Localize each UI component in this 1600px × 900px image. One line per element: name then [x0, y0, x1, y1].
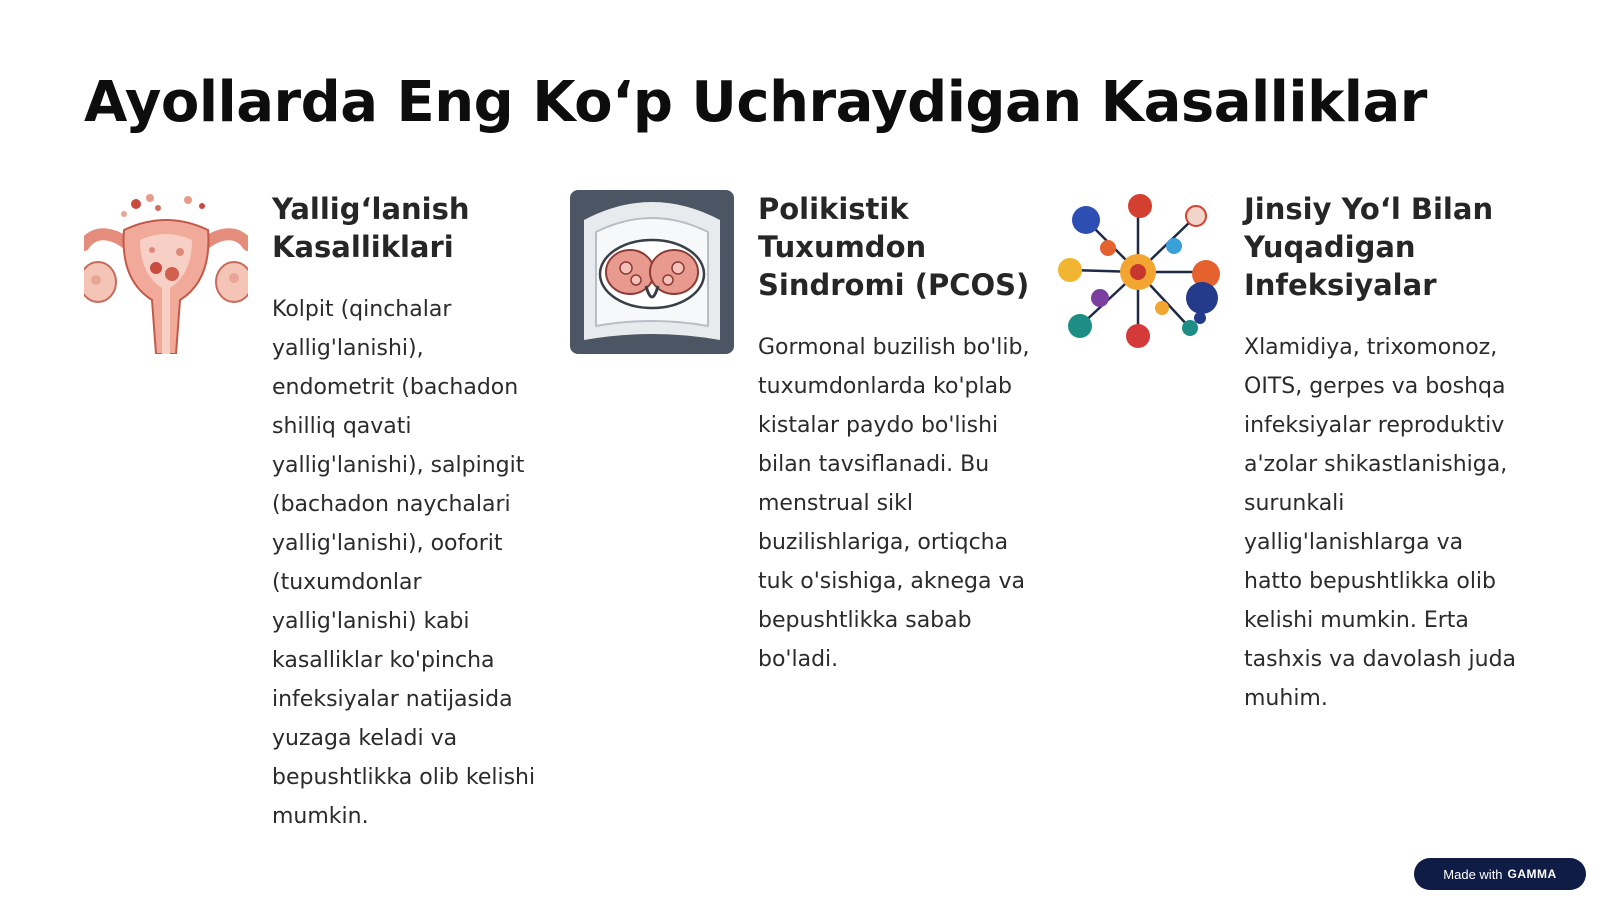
disease-card-pcos: [570, 190, 1040, 830]
infection-microbes-icon: [1056, 190, 1220, 354]
disease-card-sti: [1056, 190, 1526, 830]
made-with-gamma-badge[interactable]: [1414, 858, 1586, 890]
card-heading: Polikistik Tuxumdon Sindromi (PCOS): [758, 192, 1030, 302]
card-heading: Jinsiy Yo‘l Bilan Yuqadigan Infeksiyalar: [1244, 192, 1494, 302]
uterus-inflammation-icon: [84, 190, 248, 354]
card-heading: Yallig‘lanish Kasalliklari: [272, 192, 470, 264]
gamma-logo-text: GAMMA: [1507, 867, 1557, 881]
slide-title: Ayollarda Eng Ko‘p Uchraydigan Kasalliklar: [84, 70, 1427, 135]
disease-card-inflammatory: [84, 190, 554, 830]
card-body: Gormonal buzilish bo'lib, tuxumdonlarda ko'plab kistalar paydo bo'lishi bilan tavsiflanadi. Bu menstrual sikl buzilishlariga, ortiqcha tuk o'sishiga, aknega va bepushtlikka sabab bo'ladi.: [758, 335, 1030, 672]
badge-prefix: Made with: [1443, 866, 1503, 882]
ovary-ultrasound-icon: [570, 190, 734, 354]
card-body: Kolpit (qinchalar yallig'lanishi), endometrit (bachadon shilliq qavati yallig'lanishi), salpingit (bachadon naychalari yallig'lanishi), ooforit (tuxumdonlar yallig'lanishi) kabi kasalliklar ko'pincha infeksiyalar natijasida yuzaga keladi va bepushtlikka olib kelishi mumkin.: [272, 297, 536, 829]
card-body: Xlamidiya, trixomonoz, OITS, gerpes va boshqa infeksiyalar reproduktiv a'zolar shikastlanishiga, surunkali yallig'lanishlarga va hatto bepushtlikka olib kelishi mumkin. Erta tashxis va davolash juda muhim.: [1244, 335, 1517, 711]
